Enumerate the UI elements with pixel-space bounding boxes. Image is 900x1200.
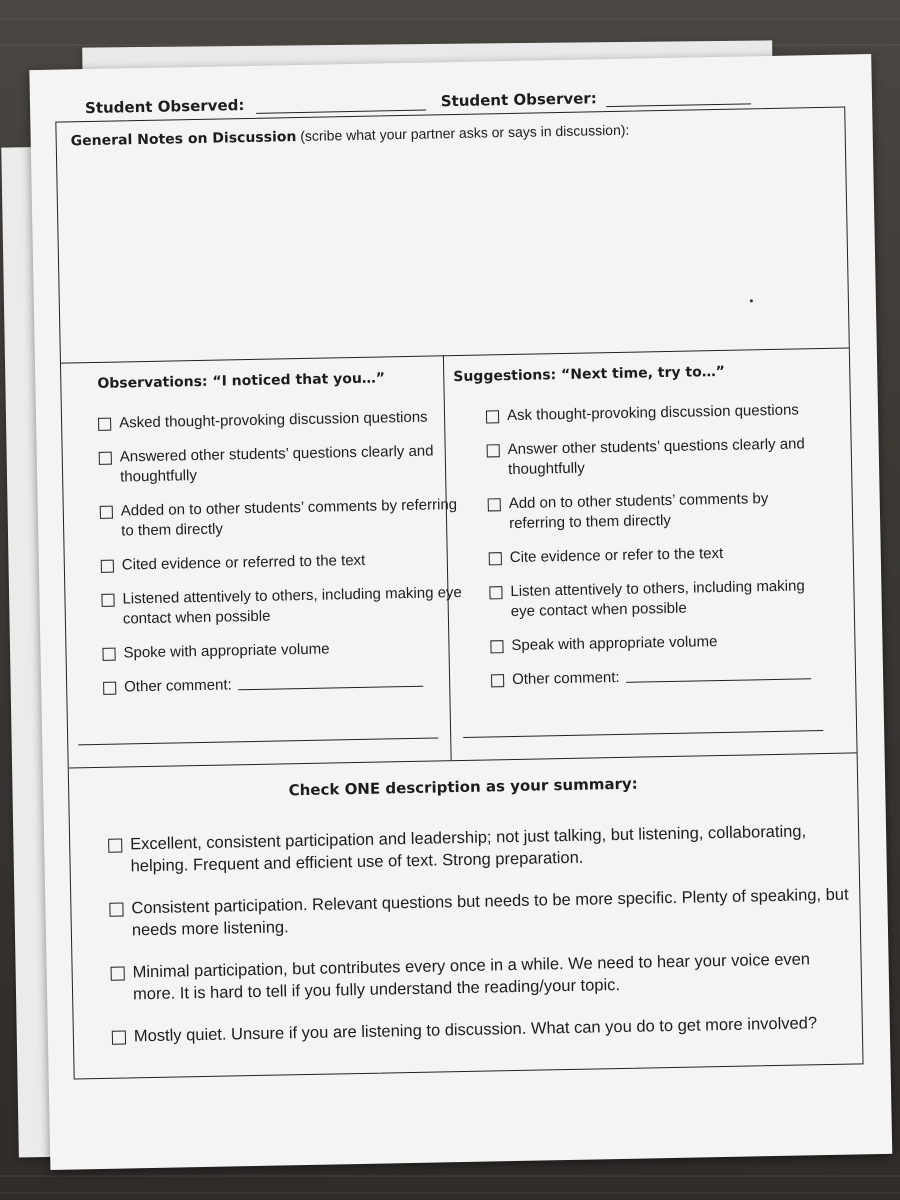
checkbox[interactable] [103,682,116,695]
observation-text: Added on to other students’ comments by referring to them directly [120,496,458,540]
student-observed-label: Student Observed: [84,96,245,118]
observation-text: Spoke with appropriate volume [123,640,330,662]
checkbox[interactable] [101,594,114,607]
student-observer-label: Student Observer: [440,89,597,111]
observation-item [101,583,472,630]
suggestion-other-item [459,664,829,691]
suggestion-comment-line[interactable] [463,730,823,738]
observation-other-field[interactable] [238,672,423,691]
checkbox[interactable] [99,452,112,465]
checkbox[interactable] [486,410,499,423]
observation-item [99,441,470,488]
summary-option-text: Minimal participation, but contributes every once in a while. We need to hear your voice even more. It is hard to tell if you fully understand the reading/your topic. [132,950,811,1004]
observation-item [98,407,468,434]
summary-option [112,1012,852,1048]
worksheet-page [29,54,892,1170]
notes-title-instructions: (scribe what your partner asks or says in discussion): [296,121,630,145]
checkbox[interactable] [98,418,111,431]
checkbox[interactable] [100,506,113,519]
notes-title-bold: General Notes on Discussion [70,129,297,150]
observation-form [55,107,863,1080]
summary-title: Check ONE description as your summary: [288,774,638,800]
student-observer-field[interactable] [606,89,751,107]
suggestions-column [453,348,830,705]
checkbox[interactable] [112,1030,126,1044]
checkbox[interactable] [487,444,500,457]
suggestion-item [457,576,828,623]
observations-column [97,355,474,712]
checkbox[interactable] [111,967,125,981]
checkbox[interactable] [490,640,503,653]
suggestion-text: Speak with appropriate volume [511,633,718,655]
summary-option [109,884,850,942]
checkbox[interactable] [489,552,502,565]
suggestion-item [457,542,827,569]
suggestion-text: Add on to other students’ comments by referring to them directly [508,490,769,533]
student-observed-field[interactable] [255,96,425,114]
suggestion-item [456,488,827,535]
observation-text: Asked thought-provoking discussion questions [118,408,428,432]
suggestion-item [455,434,826,481]
suggestion-text: Answer other students’ questions clearly and thoughtfully [507,435,805,479]
checkbox[interactable] [491,674,504,687]
observation-text: Listened attentively to others, including making eye contact when possible [122,583,462,628]
summary-option-text: Consistent participation. Relevant questions but needs to be more specific. Plenty of speaking, but needs more listening. [131,885,849,940]
checkbox[interactable] [109,903,123,917]
suggestion-text: Ask thought-provoking discussion questions [506,401,799,425]
observation-item [100,495,471,542]
observation-other-label: Other comment: [124,676,232,696]
checkbox[interactable] [489,586,502,599]
observation-other-item [103,671,473,698]
notes-title [71,122,630,150]
summary-options [108,820,852,1068]
observation-item [101,549,471,576]
suggestion-item [454,400,824,427]
checkbox[interactable] [102,648,115,661]
checkbox[interactable] [101,560,114,573]
suggestion-other-label: Other comment: [511,668,620,689]
suggestions-title: Suggestions: “Next time, try to…” [453,363,726,386]
suggestion-item [458,630,828,657]
summary-divider [69,752,857,768]
observation-item [102,637,472,664]
summary-option-text: Excellent, consistent participation and leadership; not just talking, but listening, collaborating, helping. Frequent and efficient use of text. Strong preparation. [130,822,807,876]
observation-text: Cited evidence or referred to the text [121,551,366,574]
suggestion-text: Cite evidence or refer to the text [509,544,724,567]
observation-text: Answered other students’ questions clearly and thoughtfully [119,442,434,486]
summary-option [110,948,851,1006]
observation-comment-line[interactable] [78,737,438,745]
suggestion-other-field[interactable] [625,664,810,683]
observations-title: Observations: “I noticed that you…” [97,370,386,392]
checkbox[interactable] [488,498,501,511]
summary-option [108,820,849,878]
suggestion-text: Listen attentively to others, including making eye contact when possible [510,577,805,621]
summary-option-text: Mostly quiet. Unsure if you are listening to discussion. What can you do to get more involved? [133,1014,818,1046]
checkbox[interactable] [108,839,122,853]
notes-writing-area[interactable] [57,144,849,359]
